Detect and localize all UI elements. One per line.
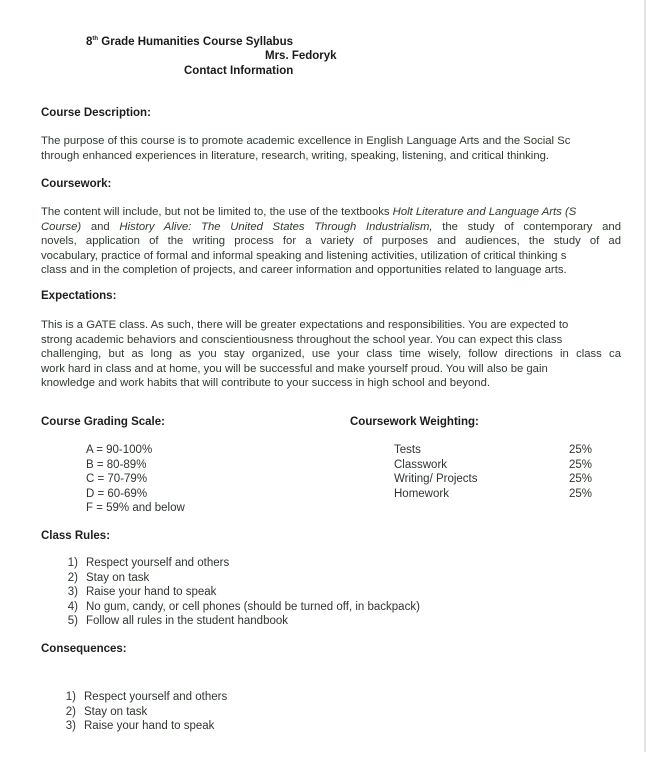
expectations-heading: Expectations: [41, 290, 117, 302]
grading-scale-heading: Course Grading Scale: [41, 416, 165, 428]
list-text: Respect yourself and others [84, 691, 228, 703]
grade-item-d: D = 60-69% [86, 487, 148, 500]
weighting-value: 25% [569, 487, 593, 500]
weighting-row [394, 458, 592, 473]
list-text: Stay on task [84, 705, 148, 718]
list-number: 2) [65, 705, 76, 718]
grade-item-c: C = 70-79% [86, 473, 148, 485]
teacher-name: Mrs. Fedoryk [265, 50, 337, 62]
list-text: Raise your hand to speak [86, 586, 217, 598]
course-description-heading: Course Description: [41, 107, 151, 119]
text-span: The content will include, but not be limited to, the use of the textbooks [41, 206, 393, 218]
paragraph-line: work hard in class and at home, you will be successful and make yourself proud. You will also be gain [41, 362, 548, 375]
paragraph-line [41, 205, 621, 220]
class-rules-list [55, 556, 420, 629]
grade-item-f: F = 59% and below [86, 502, 185, 514]
list-item [55, 600, 420, 615]
text-span: and [81, 220, 120, 233]
list-item [55, 614, 420, 629]
consequences-heading: Consequences: [41, 643, 127, 655]
list-text: Stay on task [86, 571, 150, 584]
paragraph-line [41, 220, 621, 235]
paragraph-line: through enhanced experiences in literature, research, writing, speaking, listening, and critical thinking. [41, 149, 550, 162]
coursework-weighting-table [394, 443, 592, 501]
grade-item-a: A = 90-100% [86, 444, 153, 456]
list-number: 2) [67, 571, 78, 584]
title-ordinal-suffix: th [92, 36, 99, 42]
weighting-label: Classwork [394, 458, 448, 471]
paragraph-line: vocabulary, practice of formal and informal speaking and listening activities, utilization of critical thinking s [41, 249, 567, 262]
expectations-text [41, 318, 648, 391]
title-text: Grade Humanities Course Syllabus [98, 36, 293, 48]
weighting-value: 25% [569, 444, 593, 456]
paragraph-line: challenging, but as long as you stay organized, use your class time wisely, follow directions in class ca [41, 348, 621, 360]
text-span: the study of contemporary and [432, 220, 621, 233]
list-item [55, 585, 420, 600]
list-item [53, 690, 227, 705]
list-text: Follow all rules in the student handbook [86, 615, 289, 627]
weighting-row [394, 472, 592, 487]
paragraph-line: knowledge and work habits that will contribute to your success in high school and beyond. [41, 377, 491, 389]
paragraph-line: novels, application of the writing process for a variety of purposes and audiences, the study of ad [41, 235, 621, 247]
list-number: 1) [67, 557, 78, 569]
list-item [55, 556, 420, 571]
list-number: 3) [65, 720, 76, 732]
list-text: Raise your hand to speak [84, 720, 215, 732]
paragraph-line: This is a GATE class. As such, there will be greater expectations and responsibilities. You are expected to [41, 319, 569, 331]
paragraph-line: strong academic behaviors and conscientiousness throughout the school year. You can expect this class [41, 333, 563, 346]
class-rules-heading: Class Rules: [41, 530, 111, 542]
list-number: 4) [67, 600, 78, 613]
grading-scale-list [86, 443, 185, 516]
list-item [55, 571, 420, 586]
consequences-list [53, 690, 227, 734]
list-text: No gum, candy, or cell phones (should be turned off, in backpack) [86, 600, 420, 613]
title-grade-number: 8 [86, 36, 93, 48]
weighting-label: Tests [394, 444, 421, 456]
coursework-weighting-heading: Coursework Weighting: [350, 416, 479, 428]
paragraph-line: class and in the completion of projects, and career information and opportunities related to language arts. [41, 264, 567, 276]
weighting-label: Homework [394, 487, 449, 500]
list-number: 3) [67, 586, 78, 598]
weighting-row [394, 443, 592, 458]
textbook-title-holt-cont: Course) [41, 220, 82, 233]
contact-information: Contact Information [184, 65, 294, 77]
weighting-label: Writing/ Projects [394, 473, 478, 485]
list-item [53, 705, 227, 720]
coursework-heading: Coursework: [41, 178, 112, 190]
list-text: Respect yourself and others [86, 557, 230, 569]
document-title [86, 36, 293, 48]
paragraph-line: The purpose of this course is to promote academic excellence in English Language Arts and the Social Sc [41, 135, 571, 147]
weighting-value: 25% [569, 473, 593, 485]
textbook-title-holt: Holt Literature and Language Arts (S [392, 206, 577, 218]
textbook-title-history-alive: History Alive: The United States Through Industrialism, [119, 220, 433, 233]
grade-item-b: B = 80-89% [86, 458, 147, 471]
coursework-text [41, 205, 648, 278]
weighting-value: 25% [569, 458, 593, 471]
list-number: 1) [65, 691, 76, 703]
list-item [53, 719, 227, 734]
weighting-row [394, 487, 592, 502]
course-description-text [41, 134, 648, 163]
list-number: 5) [67, 615, 78, 627]
